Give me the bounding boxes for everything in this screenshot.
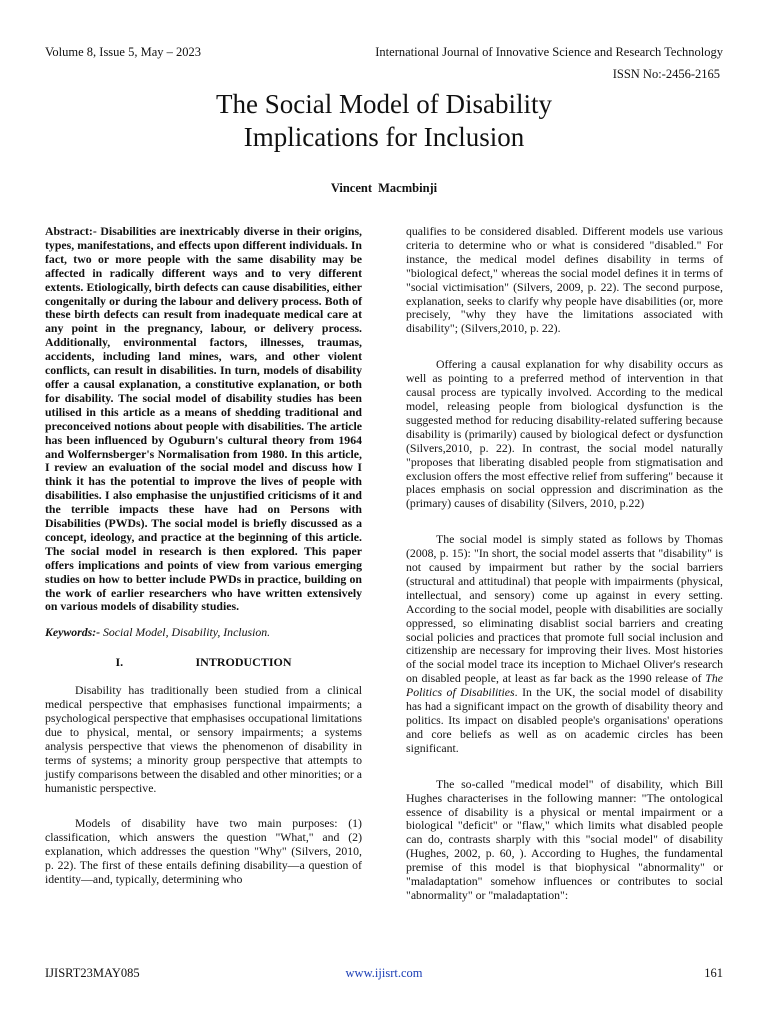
- right-paragraph-2: Offering a causal explanation for why disability occurs as well as pointing to a preferred method of intervention in that causal process are typically involved. According to the medical model, releasing people from biological dysfunction is the suggested method for reducing disability-related suffering because disability is (primarily) caused by biological defect or dysfunction (Silvers,2010, p. 22). In contrast, the social model naturally "proposes that liberating disabled people from stigmatisation and exclusion offers the most effective relief from suffering" because it places emphasis on social oppression and discrimination as the (primary) causes of disability (Silvers, 2010, p.22): [406, 357, 723, 511]
- journal-url-link[interactable]: www.ijisrt.com: [345, 966, 423, 980]
- volume-issue: Volume 8, Issue 5, May – 2023: [45, 45, 202, 59]
- keywords-list: Social Model, Disability, Inclusion.: [100, 625, 271, 640]
- paper-title: [0, 88, 768, 154]
- journal-name: International Journal of Innovative Science and Research Technology: [375, 45, 723, 59]
- right-paragraph-1: qualifies to be considered disabled. Different models use various criteria to determine who or what is considered "disabled." For instance, the medical model defines disability in terms of "biological defect," whereas the social model defines it in terms of "social victimisation" (Silvers, 2009, p. 22). The second purpose, explanation, seeks to clarify why people have disabilities (or, more precisely, "why they have the limitations associated with disability"; (Silvers,2010, p. 22).: [406, 224, 723, 336]
- page-number: 161: [704, 966, 723, 980]
- article-code: IJISRT23MAY085: [45, 966, 140, 980]
- right-paragraph-3-part-b: . In the UK, the social model of disability has had a significant impact on the growth of disability theory and politics. Its impact on disabled people's organisations' operations and core beliefs as well as on academic circles has been significant.: [406, 685, 724, 755]
- title-line-1: The Social Model of Disability: [216, 89, 552, 119]
- author-name: Vincent Macmbinji: [330, 181, 438, 195]
- abstract: Abstract:- Disabilities are inextricably diverse in their origins, types, manifestations, and effects upon different individuals. In fact, two or more people with the same disability may be affected in radically different ways and to very different extents. Etiologically, birth defects can cause disabilities, either congenitally or during the labour and delivery process. Both of these birth defects can result from inadequate medical care at any point in the pregnancy, labour, or delivery process. Additionally, environmental factors, illnesses, traumas, accidents, including land mines, wars, and other violent conflicts, can result in disabilities. In turn, models of disability offer a causal explanation, a constitutive explanation, or both for disability. The social model of disability studies has been utilised in this article as a means of shedding traditional and preconceived notions about people with disabilities. The article has been influenced by Oguburn's cultural theory from 1964 and Wolfernsberger's Normalisation from 1980. In this article, I review an evaluation of the social model and discuss how I think it has the potential to improve the lives of people with disabilities. I also emphasise the unjustified criticisms of it and the terrible impacts these have had on Persons with Disabilities (PWDs). The social model is briefly discussed as a concept, ideology, and practice at the beginning of this article. The social model in research is then explored. This paper offers implications and points of view from various emerging studies on how to better include PWDs in practice, building on the work of earlier researchers who have written extensively on various models of disability studies.: [45, 224, 362, 614]
- right-paragraph-3-part-a: The social model is simply stated as follows by Thomas (2008, p. 15): "In short, the social model asserts that "disability" is not caused by impairment but rather by the social barriers (structural and attitudinal) that people with impairments (physical, intellectual, and sensory) come up against in every setting. According to the social model, people with disabilities are socially oppressed, so eliminating disablist social barriers and creating social policies and practices that promote full social inclusion and citizenship are necessary for improving their lives. Most histories of the social model trace its inception to Michael Oliver's research on disabled people, at least as far back as the 1990 release of: [406, 532, 723, 686]
- intro-paragraph-1: Disability has traditionally been studied from a clinical medical perspective that emphasises functional impairments; a psychological perspective that emphasises occupational limitations due to physical, mental, or sensory impairments; a systems analysis perspective that views the phenomenon of disability in terms of systems; a minority group perspective that attempts to justify comparisons between the disabled and other minorities; or a humanistic perspective.: [45, 683, 362, 795]
- intro-paragraph-2: Models of disability have two main purposes: (1) classification, which answers the question "What," and (2) explanation, which addresses the question "Why" (Silvers, 2010, p. 22). The first of these entails defining disability—a question of identity—and, typically, determining who: [45, 816, 362, 887]
- keywords-label: Keywords:-: [45, 625, 101, 640]
- keywords: [45, 626, 362, 640]
- right-paragraph-4: The so-called "medical model" of disability, which Bill Hughes characterises in the following manner: "The ontological essence of disability is a physical or mental impairment or a biological "deficit" or "flaw," which limits what disabled people can do, contrasts sharply with this "social model" of disability (Hughes, 2002, p. 60, ). According to Hughes, the fundamental premise of this model is that biophysical "abnormality" or "maladaptation" somehow influences or contributes to social "abnormality" or "maladaptation":: [406, 776, 723, 902]
- issn: ISSN No:-2456-2165: [612, 67, 720, 81]
- right-column: [406, 225, 723, 915]
- left-column: [45, 225, 362, 899]
- right-paragraph-3: [406, 533, 723, 756]
- section-number: I.: [115, 655, 124, 670]
- section-heading: [45, 656, 362, 670]
- section-title: INTRODUCTION: [195, 655, 292, 670]
- title-line-2: Implications for Inclusion: [243, 122, 525, 152]
- book-title: The Politics of Disabilities: [406, 671, 723, 700]
